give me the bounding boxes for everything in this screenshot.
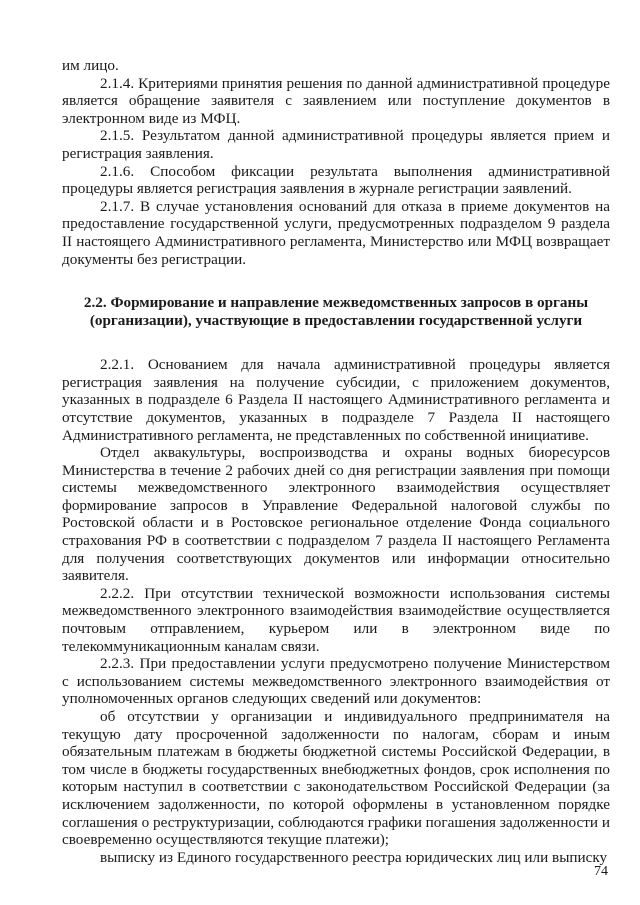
paragraph-2-2-2: 2.2.2. При отсутствии технической возможности использования системы межведомственного электронного взаимодействия взаимодействие осуществляется почтовым отправлением, курьером или в электронном виде по телекоммуникационным каналам связи. <box>62 584 610 655</box>
paragraph-registry-extract: выписку из Единого государственного реестра юридических лиц или выписку <box>100 848 608 866</box>
paragraph-2-1-6: 2.1.6. Способом фиксации результата выполнения административной процедуры является регистрация заявления в журнале регистрации заявлений. <box>62 162 610 198</box>
paragraph-continuation: им лицо. <box>62 57 119 74</box>
document-page <box>62 57 610 866</box>
paragraph-2-1-4: 2.1.4. Критериями принятия решения по данной административной процедуре является обращение заявителя с заявлением или поступление документов в электронном виде из МФЦ. <box>62 74 610 127</box>
paragraph-2-1-7: 2.1.7. В случае установления оснований для отказа в приеме документов на предоставление государственной услуги, предусмотренных подразделом 9 раздела II настоящего Административного регламента, Министерство или МФЦ возвращает документы без регистрации. <box>62 197 610 268</box>
section-heading: 2.2. Формирование и направление межведомственных запросов в органы (организации), участвующие в предоставлении государственной услуги <box>83 294 589 330</box>
paragraph-tax-debt: об отсутствии у организации и индивидуального предпринимателя на текущую дату просроченной задолженности по налогам, сборам и иным обязательным платежам в бюджеты бюджетной системы Российской Федерации, в том числе в бюджеты государственных внебюджетных фондов, срок исполнения по которым наступил в соответствии с законодательством Российской Федерации (за исключением задолженности, по которой оформлены в установленном порядке соглашения о реструктуризации, соблюдаются графики погашения задолженности и своевременно осуществляются текущие платежи); <box>62 708 610 849</box>
paragraph-2-1-5: 2.1.5. Результатом данной административной процедуры является прием и регистрация заявления. <box>62 127 610 162</box>
paragraph-2-2-1: 2.2.1. Основанием для начала административной процедуры является регистрация заявления на получение субсидии, с приложением документов, указанных в подразделе 6 Раздела II настоящего Административного регламента и отсутствие документов, указанных в подразделе 7 Раздела II настоящего Административного регламента, не представленных по собственной инициативе. <box>62 356 610 444</box>
paragraph-2-2-3: 2.2.3. При предоставлении услуги предусмотрено получение Министерством с использованием системы межведомственного электронного взаимодействия от уполномоченных органов следующих сведений или документов: <box>62 655 610 708</box>
paragraph-department-requests: Отдел аквакультуры, воспроизводства и охраны водных биоресурсов Министерства в течение 2 рабочих дней со дня регистрации заявления при помощи системы межведомственного электронного взаимодействия осуществляет формирование запросов в Управление Федеральной налоговой службы по Ростовской области и в Ростовское региональное отделение Фонда социального страхования РФ в соответствии с подразделом 7 раздела II настоящего Регламента для получения соответствующих документов или информации относительно заявителя. <box>62 444 610 585</box>
page-number: 74 <box>594 864 608 879</box>
